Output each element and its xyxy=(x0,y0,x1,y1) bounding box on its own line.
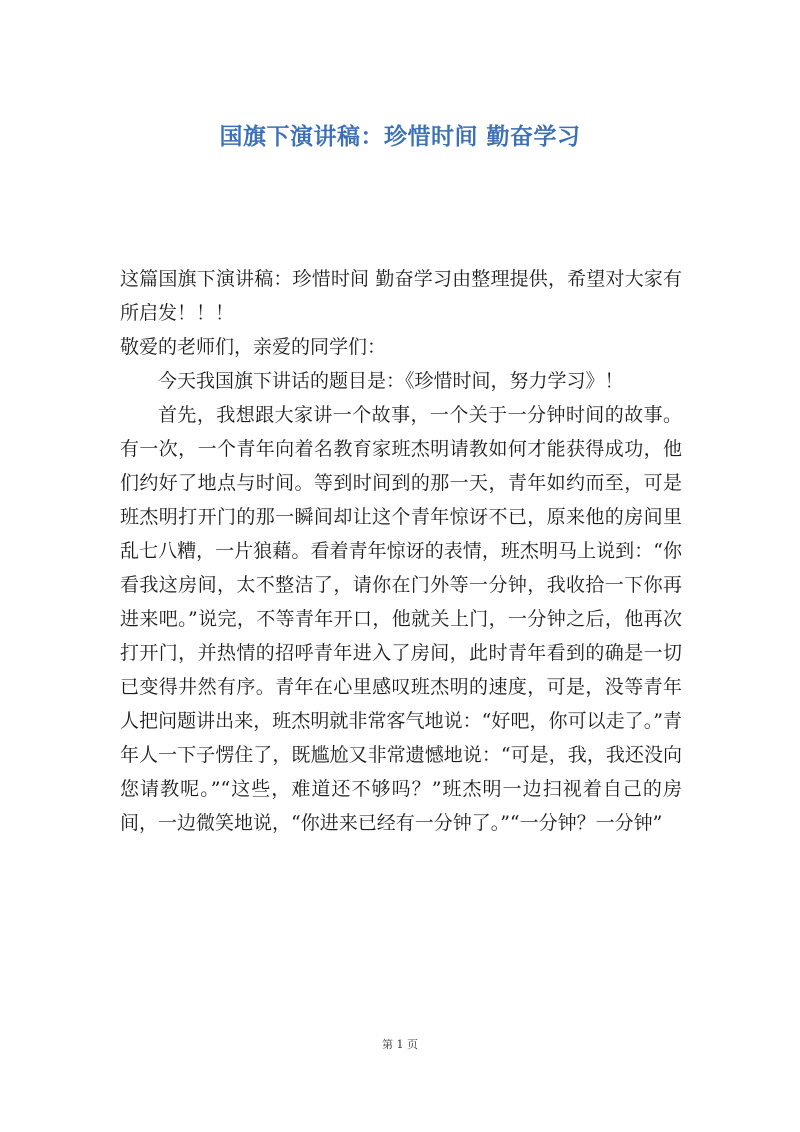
topic-paragraph: 今天我国旗下讲话的题目是：《珍惜时间，努力学习》！ xyxy=(158,370,624,392)
salutation-paragraph: 敬爱的老师们，亲爱的同学们： xyxy=(120,336,387,358)
page-number: 第 1 页 xyxy=(382,1038,418,1051)
document-body xyxy=(120,262,682,840)
intro-paragraph: 这篇国旗下演讲稿：珍惜时间 勤奋学习由整理提供，希望对大家有所启发！！！ xyxy=(120,268,682,324)
story-paragraph: 首先，我想跟大家讲一个故事，一个关于一分钟时间的故事。有一次，一个青年向着名教育家班杰明请教如何才能获得成功，他们约好了地点与时间。等到时间到的那一天，青年如约而至，可是班杰明打开门的那一瞬间却让这个青年惊讶不已，原来他的房间里乱七八糟，一片狼藉。看着青年惊讶的表情，班杰明马上说到：“你看我这房间，太不整洁了，请你在门外等一分钟，我收拾一下你再进来吧。”说完，不等青年开口，他就关上门，一分钟之后，他再次打开门，并热情的招呼青年进入了房间，此时青年看到的确是一切已变得井然有序。青年在心里感叹班杰明的速度，可是，没等青年人把问题讲出来，班杰明就非常客气地说：“好吧，你可以走了。”青年人一下子愣住了，既尴尬又非常遗憾地说：“可是，我，我还没向您请教呢。”“这些，难道还不够吗？”班杰明一边扫视着自己的房间，一边微笑地说，“你进来已经有一分钟了。”“一分钟？一分钟” xyxy=(120,404,682,834)
page-title: 国旗下演讲稿：珍惜时间 勤奋学习 xyxy=(219,124,581,150)
